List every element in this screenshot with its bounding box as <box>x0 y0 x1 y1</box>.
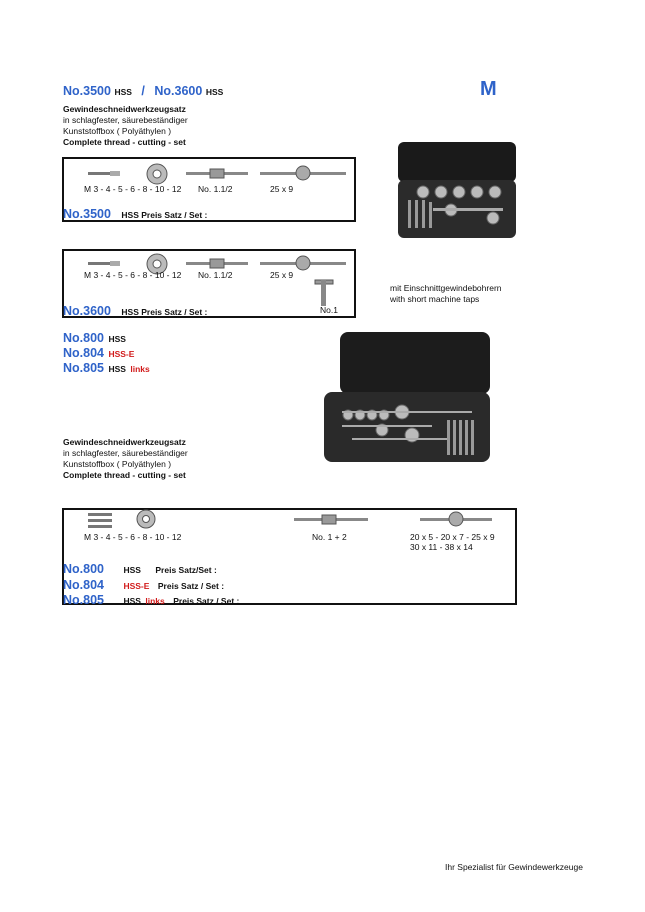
desc-line: Kunststoffbox ( Polyäthylen ) <box>63 126 172 136</box>
hss-label: HSS <box>205 87 224 97</box>
material-label: HSS <box>108 334 126 344</box>
price-row <box>63 205 207 223</box>
tap-wrench-icon <box>294 515 368 524</box>
tap-icon <box>88 171 120 176</box>
product-code: No.804 <box>63 346 104 360</box>
die-icon <box>137 510 155 528</box>
price-label: Preis Satz / Set : <box>173 596 240 606</box>
product-group <box>63 331 150 376</box>
section-letter: M <box>480 78 497 100</box>
price-row <box>63 578 239 594</box>
die-holder-sizes: 20 x 5 - 20 x 7 - 25 x 9 <box>410 532 495 542</box>
price-row <box>63 593 239 609</box>
slash: / <box>141 84 145 98</box>
thread-sizes: M 3 - 4 - 5 - 6 - 8 - 10 - 12 <box>84 184 182 194</box>
die-holder-size: 25 x 9 <box>270 184 294 194</box>
tap-wrench-icon <box>186 259 248 268</box>
price-label: HSS Preis Satz / Set : <box>121 307 208 317</box>
product-code: No.3600 <box>63 304 111 318</box>
product-code: No.804 <box>63 577 104 592</box>
price-label: Preis Satz/Set : <box>155 565 217 575</box>
description-block <box>63 437 188 481</box>
tap-icon <box>88 261 120 266</box>
description-block <box>63 104 188 148</box>
price-label: HSS Preis Satz / Set : <box>121 210 208 220</box>
material-label: HSS <box>108 364 126 374</box>
note-line: mit Einschnittgewindebohrern <box>390 283 502 293</box>
tap-icon <box>88 513 112 528</box>
material-label: HSS <box>123 596 141 606</box>
product-code: No.3500 <box>63 207 111 221</box>
product-code: No.800 <box>63 331 104 345</box>
product-code: No.805 <box>63 361 104 375</box>
die-holder-sizes: 30 x 11 - 38 x 14 <box>410 542 473 552</box>
tool-icons <box>86 508 506 534</box>
wrench-size: No. 1 + 2 <box>312 532 347 542</box>
links-label: links <box>145 596 165 606</box>
case-photo <box>393 140 521 240</box>
price-row <box>63 302 207 320</box>
desc-english: Complete thread - cutting - set <box>63 470 186 480</box>
footer-tagline: Ihr Spezialist für Gewindewerkzeuge <box>445 862 583 872</box>
die-icon <box>147 164 167 184</box>
product-code: No.805 <box>63 593 104 607</box>
tap-wrench-size: No.1 <box>320 305 338 315</box>
material-label: HSS <box>123 565 141 575</box>
case-photo <box>322 330 492 465</box>
note-line: with short machine taps <box>390 294 480 304</box>
hss-label: HSS <box>114 87 132 97</box>
price-label: Preis Satz / Set : <box>157 580 225 591</box>
desc-title: Gewindeschneidwerkzeugsatz <box>63 104 186 114</box>
taps-note <box>390 283 502 305</box>
header-line <box>63 84 223 98</box>
product-code: No.800 <box>63 562 104 576</box>
die-holder-icon <box>260 256 346 270</box>
price-row <box>63 562 239 578</box>
product-code-3600: No.3600 <box>154 84 203 98</box>
links-label: links <box>130 364 150 374</box>
desc-title: Gewindeschneidwerkzeugsatz <box>63 437 186 447</box>
desc-line: in schlagfester, säurebeständiger <box>63 115 188 125</box>
material-label: HSS-E <box>108 349 135 359</box>
die-holder-icon <box>260 166 346 180</box>
desc-english: Complete thread - cutting - set <box>63 137 186 147</box>
thread-sizes: M 3 - 4 - 5 - 6 - 8 - 10 - 12 <box>84 270 182 280</box>
die-holder-size: 25 x 9 <box>270 270 294 280</box>
product-code-3500: No.3500 <box>63 84 111 98</box>
wrench-size: No. 1.1/2 <box>198 184 233 194</box>
desc-line: Kunststoffbox ( Polyäthylen ) <box>63 459 172 469</box>
price-rows <box>63 562 239 609</box>
material-label: HSS-E <box>123 580 150 591</box>
wrench-size: No. 1.1/2 <box>198 270 233 280</box>
die-holder-icon <box>420 512 492 526</box>
desc-line: in schlagfester, säurebeständiger <box>63 448 188 458</box>
tap-wrench-icon <box>186 169 248 178</box>
t-handle-wrench-icon <box>315 280 333 306</box>
thread-sizes: M 3 - 4 - 5 - 6 - 8 - 10 - 12 <box>84 532 182 542</box>
